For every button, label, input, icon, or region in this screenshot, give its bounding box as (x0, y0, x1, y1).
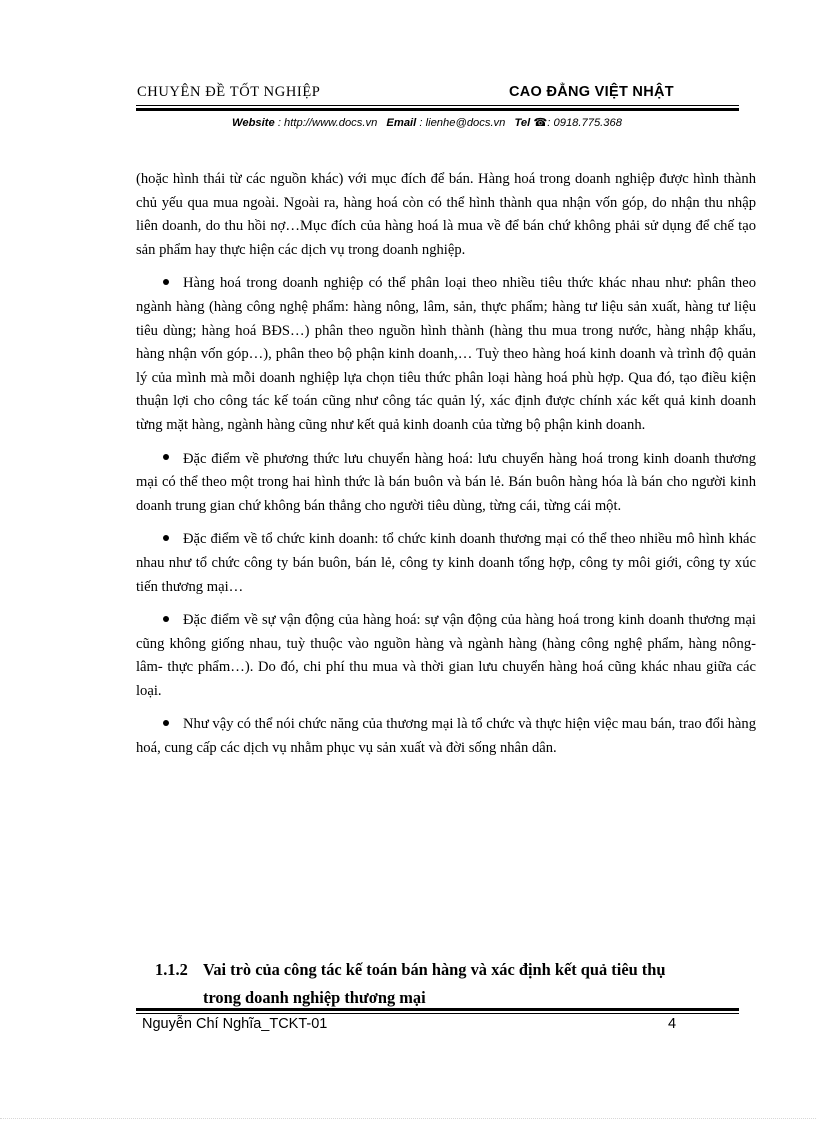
footer-rule-thick (136, 1008, 739, 1011)
website-label: Website (232, 117, 275, 129)
bullet-item-function (136, 713, 756, 760)
email-label: Email (386, 117, 417, 129)
page-break-line (0, 1118, 816, 1119)
bullet-text: Đặc điểm về tổ chức kinh doanh: tổ chức kinh doanh thương mại có thể theo nhiều mô hình khác nhau như tổ chức công ty bán buôn, bán lẻ, công ty kinh doanh tổng hợp, công ty môi giới, công ty xúc tiến thương mại… (136, 531, 756, 595)
bullet-item-circulation (136, 448, 756, 519)
header-rule-thin (136, 105, 739, 106)
bullet-item-organization (136, 528, 756, 599)
bullet-item-movement (136, 609, 756, 703)
bullet-dot-icon (163, 616, 169, 622)
bullet-item-classification (136, 272, 756, 437)
section-title-line-1: Vai trò của công tác kế toán bán hàng và xác định kết quả tiêu thụ (203, 960, 666, 979)
section-title-line-2: trong doanh nghiệp thương mại (203, 988, 426, 1007)
body-text (136, 168, 756, 771)
website-value: : http://www.docs.vn (277, 117, 378, 129)
bullet-dot-icon (163, 454, 169, 460)
bullet-text: Đặc điểm về sự vận động của hàng hoá: sự vận động của hàng hoá trong kinh doanh thương mại cũng không giống nhau, tuỳ thuộc vào nguồn hàng và ngành hàng (hàng công nghệ phẩm, hàng nông- lâm- thực phẩm…). Do đó, chi phí thu mua và thời gian lưu chuyển hàng hoá cũng khác nhau giữa các loại. (136, 612, 756, 699)
section-number: 1.1.2 (155, 960, 188, 979)
tel-label: Tel ☎ (514, 117, 548, 129)
page-number: 4 (668, 1016, 677, 1032)
contact-line (232, 116, 622, 129)
header-rule-thick (136, 108, 739, 111)
tel-value: : 0918.775.368 (547, 117, 622, 129)
bullet-dot-icon (163, 535, 169, 541)
bullet-text: Hàng hoá trong doanh nghiệp có thể phân loại theo nhiều tiêu thức khác nhau như: phân theo ngành hàng (hàng công nghệ phẩm: hàng nông, lâm, sản, thực phẩm; hàng tư liệu sản xuất, hàng tư liệu tiêu dùng; hàng hoá BĐS…) phân theo nguồn hình thành (hàng thu mua trong nước, hàng nhập khẩu, hàng nhận vốn góp…), phân theo bộ phận kinh doanh,… Tuỳ theo hàng hoá kinh doanh và trình độ quản lý của mình mà mỗi doanh nghiệp lựa chọn tiêu thức phân loại hàng hoá phù hợp. Qua đó, tạo điều kiện thuận lợi cho công tác kế toán cũng như công tác quản lý, xác định được chính xác kết quả kinh doanh từng mặt hàng, ngành hàng cũng như kết quả kinh doanh của từng bộ phận kinh doanh. (136, 275, 756, 433)
header-left-title: CHUYÊN ĐỀ TỐT NGHIỆP (137, 84, 321, 100)
bullet-text: Đặc điểm về phương thức lưu chuyển hàng hoá: lưu chuyển hàng hoá trong kinh doanh thương mại có thể theo một trong hai hình thức là bán buôn và bán lẻ. Bán buôn hàng hóa là bán cho người kinh doanh trung gian chứ không bán thẳng cho người tiêu dùng, từng cái, từng cái một. (136, 450, 756, 514)
footer-author: Nguyễn Chí Nghĩa_TCKT-01 (142, 1016, 328, 1032)
bullet-dot-icon (163, 720, 169, 726)
bullet-text: Như vậy có thể nói chức năng của thương mại là tổ chức và thực hiện việc mau bán, trao đổi hàng hoá, cung cấp các dịch vụ nhằm phục vụ sản xuất và đời sống nhân dân. (136, 716, 756, 757)
header-right-title: CAO ĐẲNG VIỆT NHẬT (509, 84, 674, 100)
paragraph-intro: (hoặc hình thái từ các nguồn khác) với mục đích để bán. Hàng hoá trong doanh nghiệp được hình thành chủ yếu qua mua ngoài. Ngoài ra, hàng hoá còn có thể hình thành qua nhận vốn góp, do nhận thu nhập liên doanh, do thu hồi nợ…Mục đích của hàng hoá là mua về để bán chứ không phải sử dụng để chế tạo sản phẩm hay thực hiện các dịch vụ trong doanh nghiệp. (136, 171, 756, 258)
bullet-dot-icon (163, 279, 169, 285)
email-value: : lienhe@docs.vn (419, 117, 506, 129)
section-heading (155, 956, 755, 1012)
footer-rule-thin (136, 1013, 739, 1014)
